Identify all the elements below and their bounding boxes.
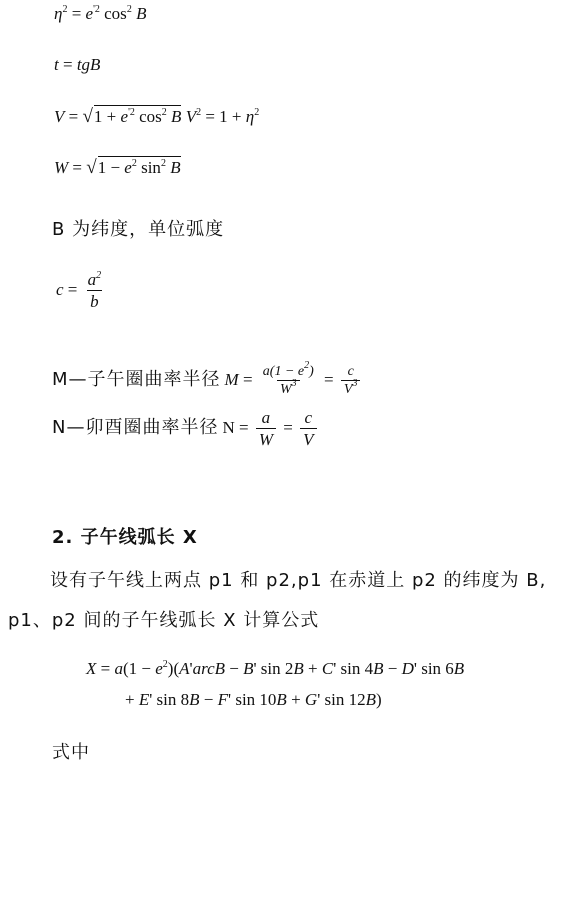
where-label: 式中 <box>52 742 90 763</box>
m-formula: M = $\frac{a(1 - e^2)}{W^3}$ = $\frac{c}{V^3}$ <box>225 370 364 389</box>
latitude-note: B 为纬度，单位弧度 <box>52 219 225 240</box>
paragraph-line-2: p1、p2 间的子午线弧长 X 计算公式 <box>8 610 320 631</box>
x-formula-line-2: + E' sin 8B − F' sin 10B + G' sin 12B) <box>125 690 382 709</box>
formula-t: t = tgB <box>54 55 101 74</box>
m-label: M—子午圈曲率半径 <box>52 368 221 390</box>
n-formula: N = $\frac{a}{W}$ = $\frac{c}{V}$ <box>222 418 319 437</box>
formula-c: c = $\frac{a^2}{b}$ <box>56 270 102 311</box>
n-formula-line <box>52 408 320 450</box>
section-title: 2. 子午线弧长 X <box>52 527 198 548</box>
formula-w: $W = √1 - e^2$ $\sin^2 B$ <box>54 157 181 178</box>
m-formula-line <box>52 360 363 398</box>
x-formula-line-1: $X = a(1 - e^2)(A'arcB - B'$ sin 2B + C' sin 4B − D' sin 6B <box>86 659 465 678</box>
paragraph-line-1: 设有子午线上两点 p1 和 p2,p1 在赤道上 p2 的纬度为 B, <box>50 570 547 591</box>
formula-eta-squared: $\eta^2 = e^{'2}$ $\cos^2 B$ <box>54 4 147 23</box>
formula-v: $V = √1 + e^{'2}$ $\cos^2 B$ $V^2 = 1 + \eta^2$ <box>54 106 260 127</box>
n-label: N—卯酉圈曲率半径 <box>52 416 219 438</box>
